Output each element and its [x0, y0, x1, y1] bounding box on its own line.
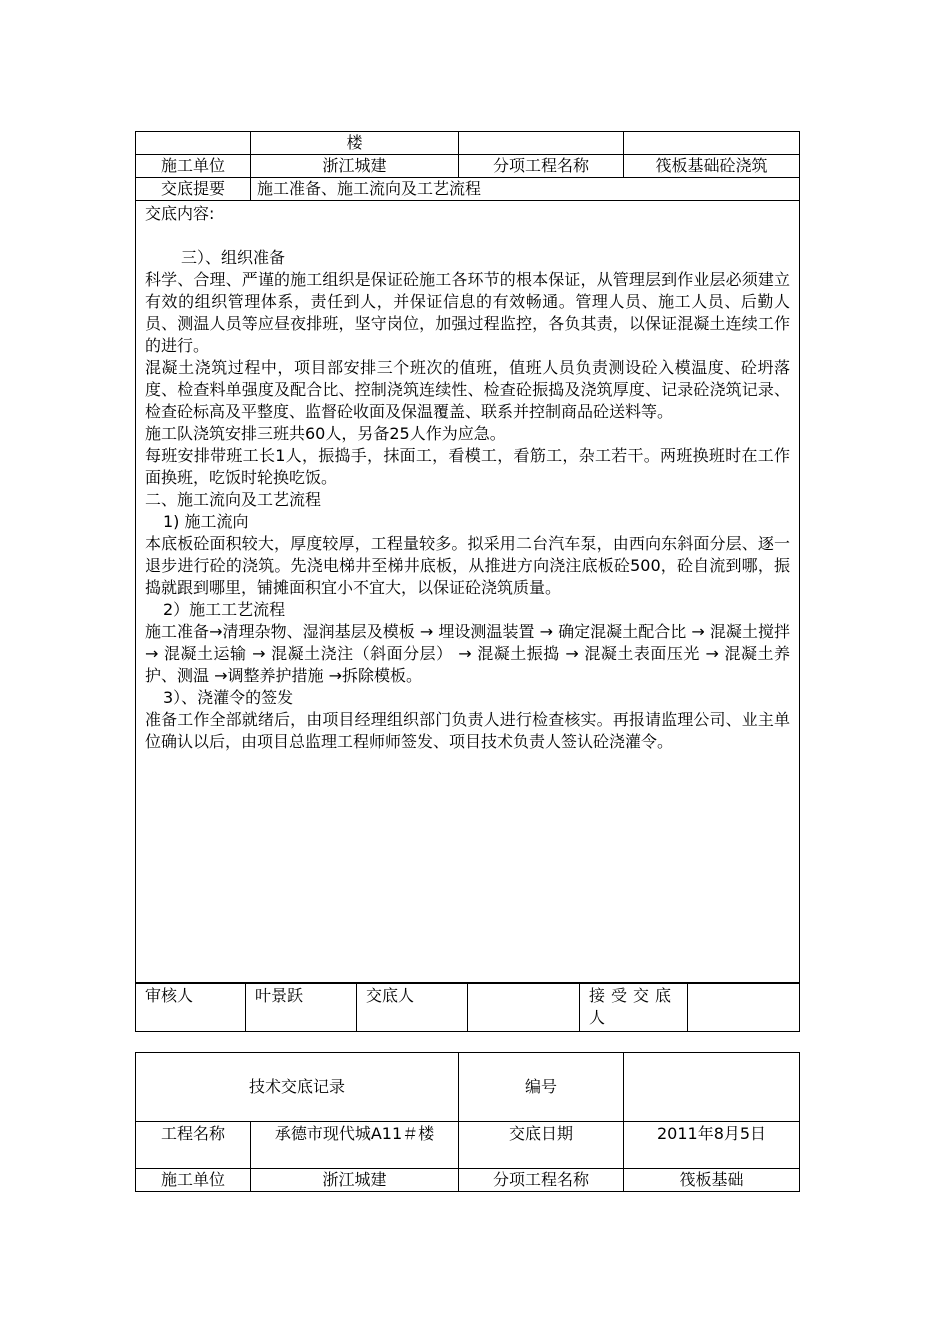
table-row	[136, 132, 800, 155]
paragraph: 本底板砼面积较大，厚度较厚，工程量较多。拟采用二台汽车泵，由西向东斜面分层、逐一退步进行砼的浇筑。先浇电梯井至梯井底板，从推进方向浇注底板砼500，砼自流到哪，振捣就跟到哪里，铺摊面积宜小不宜大，以保证砼浇筑质量。	[145, 534, 790, 597]
record-title: 技术交底记录	[136, 1053, 459, 1122]
content-row	[136, 201, 800, 984]
project-name-label: 工程名称	[136, 1122, 251, 1169]
cell-empty	[459, 132, 624, 155]
content-label: 交底内容:	[145, 204, 215, 223]
table-row	[136, 1053, 800, 1122]
paragraph: 准备工作全部就绪后，由项目经理组织部门负责人进行检查核实。再报请监理公司、业主单位确认以后，由项目总监理工程师师签发、项目技术负责人签认砼浇灌令。	[145, 710, 790, 751]
date-value: 2011年8月5日	[624, 1122, 800, 1169]
subsection-heading: 1) 施工流向	[163, 512, 249, 531]
content-cell	[136, 201, 800, 984]
table-row	[136, 1169, 800, 1192]
date-label: 交底日期	[459, 1122, 624, 1169]
receiver-label: 接受交底人	[580, 983, 688, 1032]
project-name-value: 承德市现代城A11＃楼	[251, 1122, 459, 1169]
subproject-label: 分项工程名称	[459, 1169, 624, 1192]
summary-value: 施工准备、施工流向及工艺流程	[251, 178, 800, 201]
table-row	[136, 1122, 800, 1169]
section-heading: 三）、组织准备	[181, 248, 286, 267]
construction-unit-value: 浙江城建	[251, 155, 459, 178]
subsection-heading: 2）施工工艺流程	[163, 600, 286, 619]
section-heading: 二、施工流向及工艺流程	[145, 490, 322, 509]
construction-unit-value: 浙江城建	[251, 1169, 459, 1192]
subproject-value: 筏板基础砼浇筑	[624, 155, 800, 178]
paragraph: 施工准备→清理杂物、湿润基层及模板 → 埋设测温装置 → 确定混凝土配合比 → 混凝土搅拌 → 混凝土运输 → 混凝土浇注（斜面分层） → 混凝土振捣 → 混凝土表面压光 → 混凝土养护、测温 →调整养护措施 →拆除模板。	[145, 622, 790, 685]
discloser-value	[468, 983, 580, 1032]
building-cell: 楼	[251, 132, 459, 155]
disclosure-table-1	[135, 131, 800, 984]
paragraph: 科学、合理、严谨的施工组织是保证砼施工各环节的根本保证，从管理层到作业层必须建立有效的组织管理体系，责任到人，并保证信息的有效畅通。管理人员、施工人员、后勤人员、测温人员等应昼夜排班，坚守岗位，加强过程监控，各负其责，以保证混凝土连续工作的进行。	[145, 270, 790, 355]
number-value	[624, 1053, 800, 1122]
paragraph: 每班安排带班工长1人，振捣手，抹面工，看模工，看筋工，杂工若干。两班换班时在工作面换班，吃饭时轮换吃饭。	[145, 446, 790, 487]
paragraph: 施工队浇筑安排三班共60人，另备25人作为应急。	[145, 424, 506, 443]
paragraph: 混凝土浇筑过程中，项目部安排三个班次的值班，值班人员负责测设砼入模温度、砼坍落度、检查料单强度及配合比、控制浇筑连续性、检查砼振捣及浇筑厚度、记录砼浇筑记录、检查砼标高及平整度、监督砼收面及保温覆盖、联系并控制商品砼送料等。	[145, 358, 790, 421]
reviewer-value: 叶景跃	[246, 983, 357, 1032]
summary-label: 交底提要	[136, 178, 251, 201]
subproject-value: 筏板基础	[624, 1169, 800, 1192]
construction-unit-label: 施工单位	[136, 1169, 251, 1192]
cell-empty	[624, 132, 800, 155]
cell-empty	[136, 132, 251, 155]
receiver-value	[688, 983, 800, 1032]
table-row	[136, 155, 800, 178]
signature-table	[135, 982, 800, 1032]
discloser-label: 交底人	[357, 983, 468, 1032]
subsection-heading: 3）、浇灌令的签发	[163, 688, 294, 707]
number-label: 编号	[459, 1053, 624, 1122]
reviewer-label: 审核人	[136, 983, 246, 1032]
table-row	[136, 983, 800, 1032]
table-row	[136, 178, 800, 201]
subproject-label: 分项工程名称	[459, 155, 624, 178]
disclosure-table-2	[135, 1052, 800, 1192]
construction-unit-label: 施工单位	[136, 155, 251, 178]
